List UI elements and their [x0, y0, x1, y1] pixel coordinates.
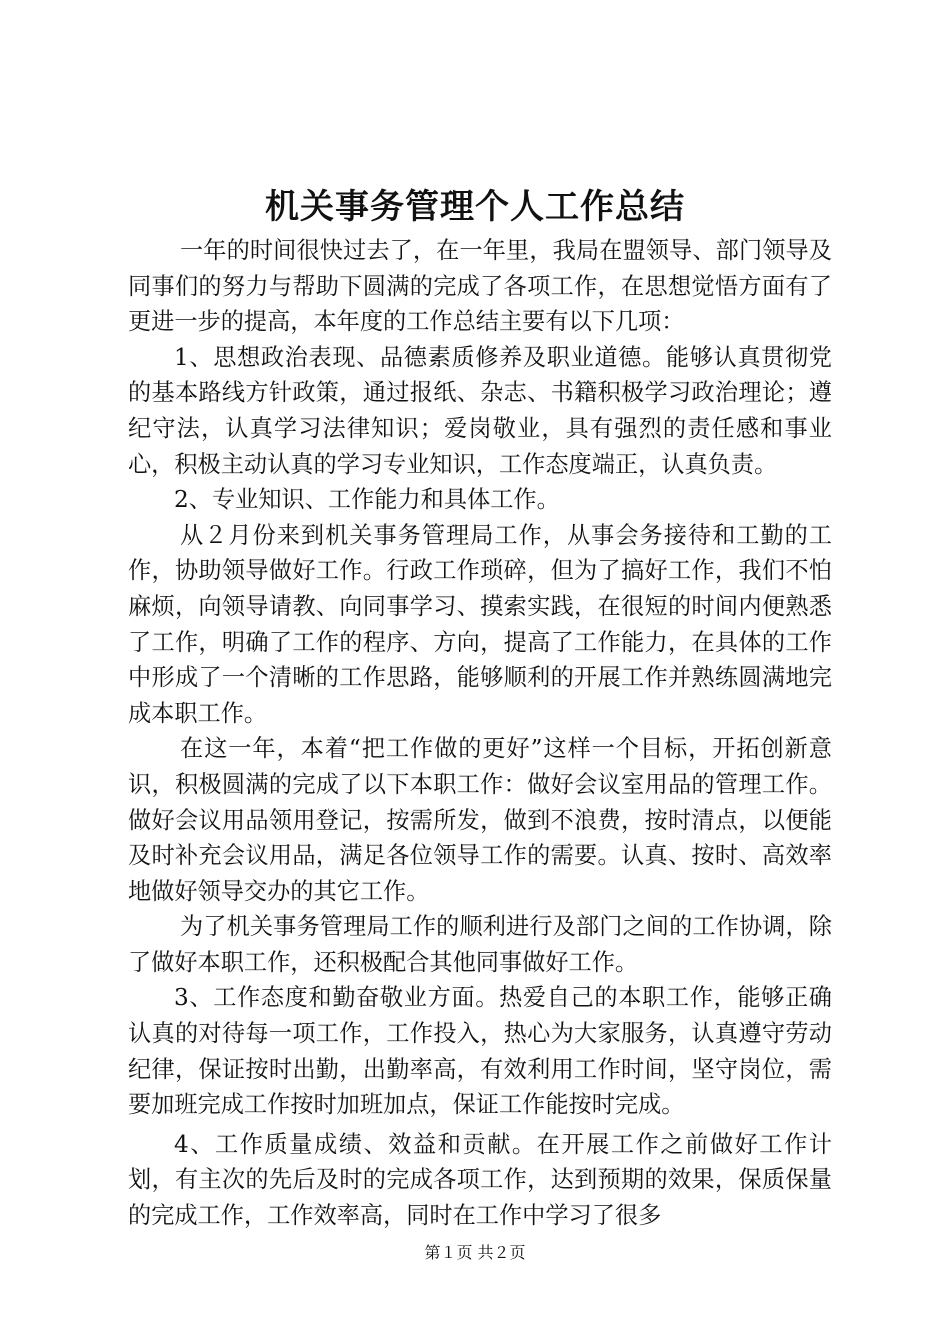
paragraph-section-3: 3、工作态度和勤奋敬业方面。热爱自己的本职工作，能够正确认真的对待每一项工作，工作投入，热心为大家服务，认真遵守劳动纪律，保证按时出勤，出勤率高，有效利用工作时间，坚守岗位，需要加班完成工作按时加班加点，保证工作能按时完成。 [128, 984, 832, 1119]
paragraph-duties: 在这一年，本着“把工作做的更好”这样一个目标，开拓创新意识，积极圆满的完成了以下本职工作：做好会议室用品的管理工作。做好会议用品领用登记，按需所发，做到不浪费，按时清点，以便能及时补充会议用品，满足各位领导工作的需要。认真、按时、高效率地做好领导交办的其它工作。 [128, 735, 832, 905]
paragraph-section-4: 4、工作质量成绩、效益和贡献。在开展工作之前做好工作计划，有主次的先后及时的完成各项工作，达到预期的效果，保质保量的完成工作，工作效率高，同时在工作中学习了很多 [128, 1130, 832, 1230]
page-number-footer: 第１页 共２页 [424, 1243, 526, 1262]
paragraph-section-2-body: 从２月份来到机关事务管理局工作，从事会务接待和工勤的工作，协助领导做好工作。行政工作琐碎，但为了搞好工作，我们不怕麻烦，向领导请教、向同事学习、摸索实践，在很短的时间内便熟悉了工作，明确了工作的程序、方向，提高了工作能力，在具体的工作中形成了一个清晰的工作思路，能够顺利的开展工作并熟练圆满地完成本职工作。 [128, 521, 832, 727]
paragraph-cooperation: 为了机关事务管理局工作的顺利进行及部门之间的工作协调，除了做好本职工作，还积极配合其他同事做好工作。 [128, 913, 832, 976]
paragraph-intro: 一年的时间很快过去了，在一年里，我局在盟领导、部门领导及同事们的努力与帮助下圆满的完成了各项工作，在思想觉悟方面有了更进一步的提高，本年度的工作总结主要有以下几项： [128, 237, 832, 336]
paragraph-section-2-heading: 2、专业知识、工作能力和具体工作。 [174, 486, 560, 514]
document-body [128, 233, 832, 1234]
paragraph-section-1: 1、思想政治表现、品德素质修养及职业道德。能够认真贯彻党的基本路线方针政策，通过报纸、杂志、书籍积极学习政治理论；遵纪守法，认真学习法律知识；爱岗敬业，具有强烈的责任感和事业心，积极主动认真的学习专业知识，工作态度端正，认真负责。 [128, 343, 832, 478]
document-title: 机关事务管理个人工作总结 [265, 187, 685, 227]
